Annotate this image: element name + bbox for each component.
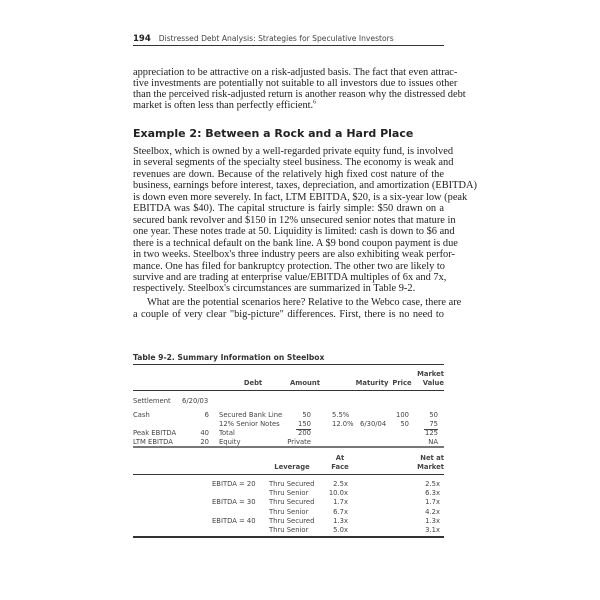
running-header bbox=[133, 34, 444, 46]
table-top-rule bbox=[133, 364, 444, 365]
debt-rate: 12.0% bbox=[332, 420, 354, 428]
text-line: in two weeks. Steelbox's three industry peers are also exhibiting weak perfor- bbox=[133, 249, 455, 261]
row-label: LTM EBITDA bbox=[133, 438, 173, 446]
row-value: 20 bbox=[200, 438, 209, 446]
col-header-market-net: Market bbox=[417, 463, 444, 471]
leverage-net-market: 1.3x bbox=[425, 516, 440, 525]
leverage-net-market: 2.5x bbox=[425, 480, 440, 488]
text-line: market is often less than perfectly efficient.$^6$ bbox=[133, 99, 317, 111]
text-line: What are the potential scenarios here? Relative to the Webco case, there are bbox=[147, 297, 462, 308]
col-header-net-at: Net at bbox=[420, 454, 444, 462]
market-value: 75 bbox=[424, 420, 438, 430]
debt-rate: 5.5% bbox=[332, 411, 350, 419]
text-line: EBITDA was $40). The capital structure is fairly simple: $50 drawn on a bbox=[133, 203, 444, 215]
leverage-tranche: Thru Senior bbox=[269, 507, 309, 516]
text-line: than the perceived risk-adjusted return is another reason why the distressed debt bbox=[133, 89, 466, 100]
leverage-tranche: Thru Secured bbox=[269, 498, 315, 507]
col-header-leverage: Leverage bbox=[274, 463, 310, 471]
debt-price: 100 bbox=[396, 411, 409, 419]
debt-amount: 150 bbox=[296, 420, 311, 430]
text-line: in several segments of the specialty steel business. The economy is weak and bbox=[133, 157, 454, 169]
text-line: is down even more severely. In fact, LTM EBITDA, $20, is a six-year low (peak bbox=[133, 191, 468, 203]
col-header-debt: Debt bbox=[243, 379, 263, 387]
text-line: tive investments are potentially not suitable to all investors due to issues other bbox=[133, 78, 458, 89]
text-line: secured bank revolver and $150 in 12% unsecured senior notes that mature in bbox=[133, 214, 456, 226]
col-header-market: Market bbox=[417, 370, 444, 378]
text-line: survive and are trading at enterprise value/EBITDA multiples of 6x and 7x, bbox=[133, 271, 447, 283]
leverage-net-market: 6.3x bbox=[425, 489, 440, 498]
debt-name: Equity bbox=[219, 438, 241, 446]
leverage-tranche: Thru Senior bbox=[269, 526, 309, 534]
col-header-face: Face bbox=[331, 463, 349, 471]
settlement-date: 6/20/03 bbox=[182, 397, 209, 405]
page-number: 194 bbox=[133, 34, 151, 44]
running-title: Distressed Debt Analysis: Strategies for Speculative Investors bbox=[158, 34, 394, 43]
row-value: 40 bbox=[200, 429, 209, 437]
debt-amount: Private bbox=[287, 438, 311, 446]
table-bottom-rule bbox=[133, 536, 444, 538]
text-line: one year. These notes trade at 50. Liquidity is limited: cash is down to $6 and bbox=[133, 226, 455, 238]
leverage-tranche: Thru Secured bbox=[269, 480, 315, 488]
leverage-tranche: Thru Senior bbox=[269, 489, 309, 498]
text-line: mance. One has filed for bankruptcy protection. The other two are likely to bbox=[133, 260, 445, 272]
leverage-at-face: 2.5x bbox=[333, 480, 348, 488]
row-label: Cash bbox=[133, 411, 150, 419]
ebitda-case: EBITDA = 20 bbox=[212, 480, 256, 488]
debt-maturity: 6/30/04 bbox=[360, 420, 387, 428]
leverage-at-face: 1.3x bbox=[333, 516, 348, 525]
text-line: there is a technical default on the bank line. A $9 bond coupon payment is due bbox=[133, 237, 458, 249]
row-label: Peak EBITDA bbox=[133, 429, 177, 437]
debt-name: 12% Senior Notes bbox=[219, 420, 280, 428]
leverage-at-face: 10.0x bbox=[328, 489, 348, 498]
col-header-value: Value bbox=[422, 379, 444, 387]
row-value: 6 bbox=[204, 411, 209, 419]
debt-amount: 50 bbox=[302, 411, 311, 419]
text-line: appreciation to be attractive on a risk-adjusted basis. The fact that even attrac- bbox=[133, 67, 458, 78]
header-rule bbox=[133, 390, 444, 391]
section-heading: Example 2: Between a Rock and a Hard Place bbox=[133, 127, 414, 140]
mid-rule bbox=[133, 446, 444, 448]
leverage-at-face: 6.7x bbox=[333, 507, 348, 516]
col-header-maturity: Maturity bbox=[355, 379, 389, 387]
market-value: 50 bbox=[429, 411, 438, 419]
text-line: revenues are down. Because of the relatively high fixed cost nature of the bbox=[133, 168, 444, 180]
leverage-net-market: 1.7x bbox=[425, 498, 440, 507]
debt-name: Secured Bank Line bbox=[219, 411, 283, 419]
leverage-net-market: 4.2x bbox=[425, 507, 440, 516]
col-header-at: At bbox=[335, 454, 345, 462]
text-line: a couple of very clear "big-picture" differences. First, there is no need to bbox=[133, 308, 444, 320]
footnote-marker: 6 bbox=[313, 99, 317, 106]
leverage-at-face: 5.0x bbox=[333, 526, 348, 534]
settlement-label: Settlement bbox=[133, 397, 171, 405]
debt-price: 50 bbox=[400, 420, 409, 428]
col-header-price: Price bbox=[392, 379, 412, 387]
ebitda-case: EBITDA = 40 bbox=[212, 516, 256, 525]
table-title: Table 9-2. Summary Information on Steelbox bbox=[133, 353, 325, 362]
leverage-header-rule bbox=[133, 474, 444, 475]
leverage-at-face: 1.7x bbox=[333, 498, 348, 507]
ebitda-case: EBITDA = 30 bbox=[212, 498, 256, 507]
market-value: 125 bbox=[425, 429, 438, 437]
text-line: Steelbox, which is owned by a well-regarded private equity fund, is involved bbox=[133, 146, 454, 157]
leverage-net-market: 3.1x bbox=[425, 526, 440, 534]
leverage-tranche: Thru Secured bbox=[269, 516, 315, 525]
market-value: NA bbox=[428, 438, 438, 446]
col-header-amount: Amount bbox=[290, 379, 320, 387]
debt-name: Total bbox=[219, 429, 235, 437]
text-line: respectively. Steelbox's circumstances are summarized in Table 9-2. bbox=[133, 283, 416, 295]
text-line: business, earnings before interest, taxes, depreciation, and amortization (EBITDA) bbox=[133, 180, 477, 192]
debt-amount: 200 bbox=[298, 429, 311, 437]
